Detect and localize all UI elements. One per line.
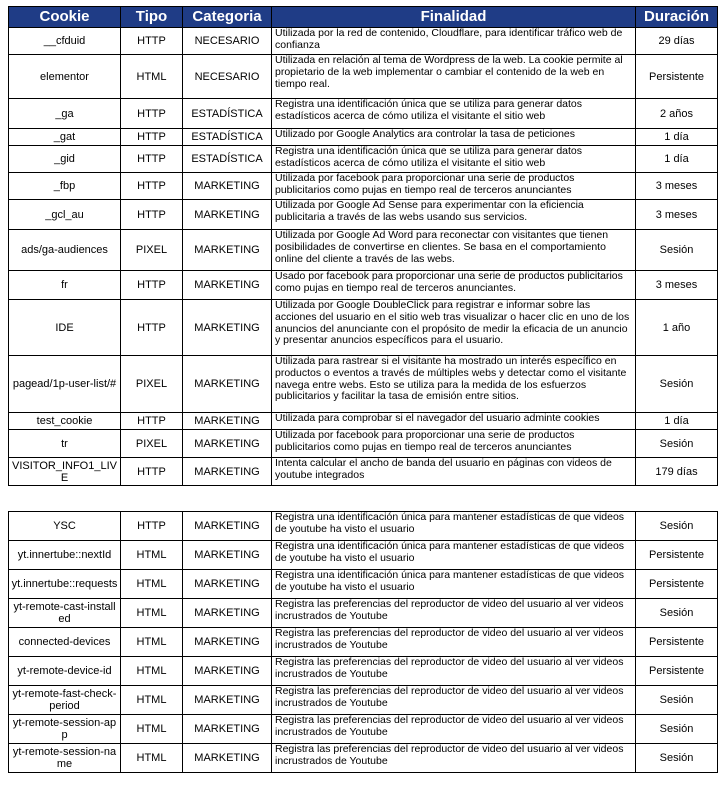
cell-categoria: MARKETING	[183, 356, 272, 413]
cell-cookie: test_cookie	[9, 413, 121, 430]
cell-tipo: HTML	[121, 570, 183, 599]
cell-tipo: HTML	[121, 686, 183, 715]
table-row	[9, 413, 718, 430]
cell-duracion: Sesión	[636, 599, 718, 628]
cell-categoria: MARKETING	[183, 570, 272, 599]
cell-finalidad: Registra las preferencias del reproductor de video del usuario al ver videos incrustrados de Youtube	[272, 599, 636, 628]
cell-cookie: elementor	[9, 55, 121, 99]
cell-categoria: NECESARIO	[183, 28, 272, 55]
cell-duracion: Sesión	[636, 686, 718, 715]
cell-tipo: HTTP	[121, 99, 183, 129]
cell-finalidad: Utilizada por facebook para proporcionar una serie de productos publicitarios como pujas en tiempo real de terceros anunciantes	[272, 173, 636, 200]
table-row	[9, 356, 718, 413]
header-finalidad: Finalidad	[272, 7, 636, 28]
cell-categoria: MARKETING	[183, 458, 272, 486]
header-categoria: Categoria	[183, 7, 272, 28]
table-row	[9, 599, 718, 628]
cell-tipo: HTTP	[121, 300, 183, 356]
cell-tipo: HTML	[121, 657, 183, 686]
cell-duracion: Sesión	[636, 356, 718, 413]
cell-categoria: MARKETING	[183, 686, 272, 715]
cell-tipo: HTML	[121, 744, 183, 773]
cell-cookie: VISITOR_INFO1_LIVE	[9, 458, 121, 486]
cell-duracion: Persistente	[636, 657, 718, 686]
cell-finalidad: Registra una identificación única para mantener estadísticas de que videos de youtube ha visto el usuario	[272, 541, 636, 570]
cell-tipo: HTML	[121, 541, 183, 570]
table-header-row	[9, 7, 718, 28]
cell-tipo: PIXEL	[121, 430, 183, 458]
cell-tipo: PIXEL	[121, 356, 183, 413]
cell-cookie: yt-remote-cast-installed	[9, 599, 121, 628]
cell-tipo: HTML	[121, 599, 183, 628]
cell-tipo: HTML	[121, 55, 183, 99]
cell-finalidad: Utilizada por Google Ad Word para reconectar con visitantes que tienen posibilidades de convertirse en clientes. Se basa en el comportamiento online del cliente a través de las webs.	[272, 230, 636, 271]
cell-categoria: MARKETING	[183, 173, 272, 200]
header-duracion: Duración	[636, 7, 718, 28]
cell-duracion: 179 días	[636, 458, 718, 486]
cell-finalidad: Registra las preferencias del reproductor de video del usuario al ver videos incrustrados de Youtube	[272, 657, 636, 686]
cell-finalidad: Intenta calcular el ancho de banda del usuario en páginas con videos de youtube integrados	[272, 458, 636, 486]
cell-finalidad: Utilizada por Google DoubleClick para registrar e informar sobre las acciones del usuario en el sitio web tras visualizar o hacer clic en uno de los anuncios del anunciante con el propósito de medir la eficacia de un anuncio y presentar anuncios específicos para el usuario.	[272, 300, 636, 356]
cell-tipo: HTTP	[121, 458, 183, 486]
cell-cookie: _fbp	[9, 173, 121, 200]
header-cookie: Cookie	[9, 7, 121, 28]
table-row	[9, 230, 718, 271]
cell-categoria: ESTADÍSTICA	[183, 99, 272, 129]
cell-duracion: Persistente	[636, 541, 718, 570]
table-row	[9, 628, 718, 657]
cell-duracion: 1 día	[636, 146, 718, 173]
cell-finalidad: Utilizada para rastrear si el visitante ha mostrado un interés específico en productos o eventos a través de múltiples webs y detectar como el visitante navega entre webs. Esto se utiliza para la medida de los esfuerzos publicitarios y facilitar la tasa de emisión entre sitios.	[272, 356, 636, 413]
cell-finalidad: Registra las preferencias del reproductor de video del usuario al ver videos incrustrados de Youtube	[272, 744, 636, 773]
cell-cookie: tr	[9, 430, 121, 458]
cell-cookie: yt-remote-session-app	[9, 715, 121, 744]
cell-cookie: ads/ga-audiences	[9, 230, 121, 271]
cell-duracion: Sesión	[636, 430, 718, 458]
cell-categoria: MARKETING	[183, 628, 272, 657]
cell-cookie: yt-remote-fast-check-period	[9, 686, 121, 715]
table-row	[9, 715, 718, 744]
cell-cookie: _gid	[9, 146, 121, 173]
cell-cookie: _gcl_au	[9, 200, 121, 230]
cell-finalidad: Registra una identificación única para mantener estadísticas de que videos de youtube ha visto el usuario	[272, 570, 636, 599]
table-row	[9, 686, 718, 715]
cell-duracion: Sesión	[636, 715, 718, 744]
cell-categoria: MARKETING	[183, 413, 272, 430]
cell-duracion: Persistente	[636, 570, 718, 599]
cell-tipo: HTML	[121, 715, 183, 744]
cell-cookie: fr	[9, 271, 121, 300]
table-row	[9, 200, 718, 230]
cell-categoria: MARKETING	[183, 200, 272, 230]
cell-cookie: YSC	[9, 512, 121, 541]
cell-tipo: PIXEL	[121, 230, 183, 271]
cell-cookie: pagead/1p-user-list/#	[9, 356, 121, 413]
table-row	[9, 300, 718, 356]
cell-categoria: NECESARIO	[183, 55, 272, 99]
cell-finalidad: Registra una identificación única para mantener estadísticas de que videos de youtube ha visto el usuario	[272, 512, 636, 541]
cell-duracion: Sesión	[636, 230, 718, 271]
cell-tipo: HTTP	[121, 129, 183, 146]
cell-duracion: 29 días	[636, 28, 718, 55]
cell-tipo: HTTP	[121, 200, 183, 230]
cell-finalidad: Utilizada por la red de contenido, Cloudflare, para identificar tráfico web de confianza	[272, 28, 636, 55]
table-row	[9, 28, 718, 55]
cell-tipo: HTTP	[121, 413, 183, 430]
cell-finalidad: Usado por facebook para proporcionar una serie de productos publicitarios como pujas en tiempo real de terceros anunciantes.	[272, 271, 636, 300]
cell-tipo: HTTP	[121, 512, 183, 541]
table-row	[9, 512, 718, 541]
table-row	[9, 541, 718, 570]
table-row	[9, 55, 718, 99]
cell-duracion: Persistente	[636, 55, 718, 99]
cell-cookie: __cfduid	[9, 28, 121, 55]
cell-categoria: MARKETING	[183, 541, 272, 570]
cell-categoria: MARKETING	[183, 271, 272, 300]
cell-duracion: 1 día	[636, 129, 718, 146]
cell-finalidad: Utilizada por facebook para proporcionar una serie de productos publicitarios como pujas en tiempo real de terceros anunciantes	[272, 430, 636, 458]
cell-cookie: yt-remote-device-id	[9, 657, 121, 686]
table-row	[9, 173, 718, 200]
cell-categoria: MARKETING	[183, 715, 272, 744]
cell-finalidad: Utilizado por Google Analytics ara controlar la tasa de peticiones	[272, 129, 636, 146]
cell-cookie: IDE	[9, 300, 121, 356]
cell-duracion: Sesión	[636, 744, 718, 773]
cell-duracion: 1 año	[636, 300, 718, 356]
table-row	[9, 657, 718, 686]
cell-finalidad: Registra una identificación única que se utiliza para generar datos estadísticos acerca de cómo utiliza el visitante el sitio web	[272, 99, 636, 129]
table-row	[9, 146, 718, 173]
cell-duracion: Sesión	[636, 512, 718, 541]
cell-categoria: MARKETING	[183, 430, 272, 458]
table-row	[9, 271, 718, 300]
cell-cookie: _gat	[9, 129, 121, 146]
cell-cookie: yt.innertube::nextId	[9, 541, 121, 570]
cell-finalidad: Registra las preferencias del reproductor de video del usuario al ver videos incrustrados de Youtube	[272, 628, 636, 657]
cell-finalidad: Utilizada para comprobar si el navegador del usuario adminte cookies	[272, 413, 636, 430]
cell-tipo: HTML	[121, 628, 183, 657]
cell-categoria: ESTADÍSTICA	[183, 146, 272, 173]
cell-categoria: MARKETING	[183, 599, 272, 628]
table-row	[9, 99, 718, 129]
cell-finalidad: Registra las preferencias del reproductor de video del usuario al ver videos incrustrados de Youtube	[272, 715, 636, 744]
table-row	[9, 570, 718, 599]
table-row	[9, 129, 718, 146]
cell-categoria: ESTADÍSTICA	[183, 129, 272, 146]
cell-tipo: HTTP	[121, 271, 183, 300]
cell-duracion: 3 meses	[636, 173, 718, 200]
cell-finalidad: Utilizada en relación al tema de Wordpress de la web. La cookie permite al propietario de la web implementar o cambiar el contenido de la web en tiempo real.	[272, 55, 636, 99]
cookies-table-main	[8, 6, 718, 486]
cookies-table-continued	[8, 511, 718, 773]
cell-categoria: MARKETING	[183, 230, 272, 271]
cell-categoria: MARKETING	[183, 512, 272, 541]
cell-tipo: HTTP	[121, 146, 183, 173]
cell-duracion: 3 meses	[636, 200, 718, 230]
cell-duracion: Persistente	[636, 628, 718, 657]
cell-cookie: yt.innertube::requests	[9, 570, 121, 599]
cell-categoria: MARKETING	[183, 300, 272, 356]
table-row	[9, 744, 718, 773]
header-tipo: Tipo	[121, 7, 183, 28]
cell-tipo: HTTP	[121, 173, 183, 200]
cell-duracion: 2 años	[636, 99, 718, 129]
cell-categoria: MARKETING	[183, 657, 272, 686]
cell-finalidad: Utilizada por Google Ad Sense para experimentar con la eficiencia publicitaria a través de las webs usando sus servicios.	[272, 200, 636, 230]
table-row	[9, 430, 718, 458]
cell-tipo: HTTP	[121, 28, 183, 55]
cell-cookie: connected-devices	[9, 628, 121, 657]
cell-cookie: yt-remote-session-name	[9, 744, 121, 773]
cell-finalidad: Registra una identificación única que se utiliza para generar datos estadísticos acerca de cómo utiliza el visitante el sitio web	[272, 146, 636, 173]
cell-duracion: 3 meses	[636, 271, 718, 300]
cell-cookie: _ga	[9, 99, 121, 129]
cell-duracion: 1 día	[636, 413, 718, 430]
cell-categoria: MARKETING	[183, 744, 272, 773]
cell-finalidad: Registra las preferencias del reproductor de video del usuario al ver videos incrustrados de Youtube	[272, 686, 636, 715]
table-row	[9, 458, 718, 486]
